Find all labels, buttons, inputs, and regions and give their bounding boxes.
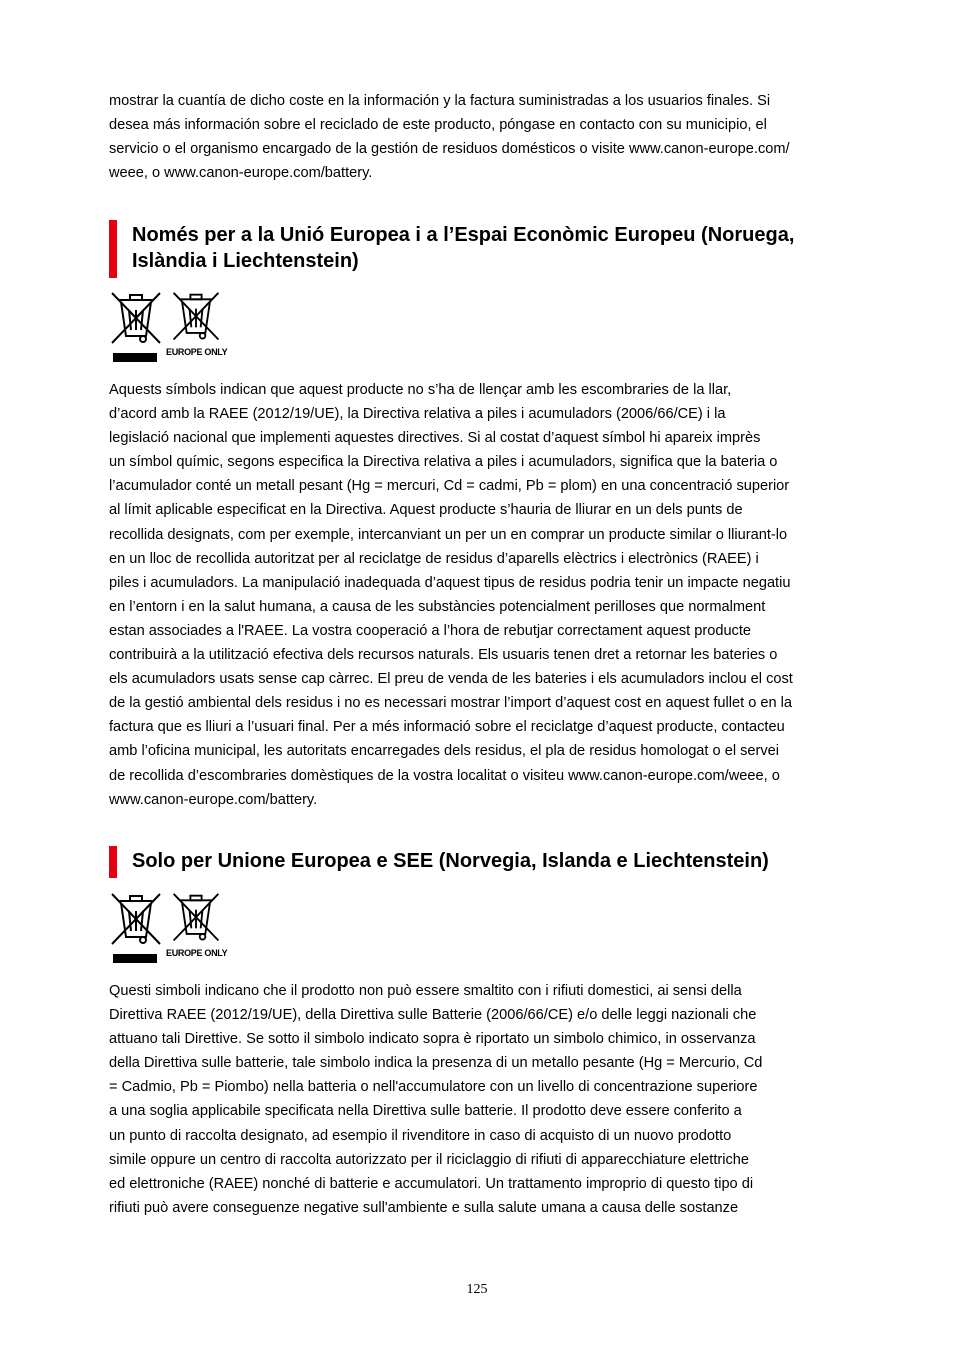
text-line: attuano tali Direttive. Se sotto il simbolo indicato sopra è riportato un simbolo chimico, in osservanza	[109, 1031, 756, 1048]
heading-line: Només per a la Unió Europea i a l’Espai Econòmic Europeu (Noruega,	[132, 224, 795, 246]
text-line: rifiuti può avere conseguenze negative sull'ambiente e sulla salute umana a causa delle sostanze	[109, 1199, 739, 1216]
text-line: Direttiva RAEE (2012/19/UE), della Direttiva sulle Batterie (2006/66/CE) e/o delle leggi nazionali che	[109, 1007, 757, 1024]
text-line: = Cadmio, Pb = Piombo) nella batteria o nell'accumulatore con un livello di concentrazione superiore	[109, 1079, 758, 1096]
text-line: www.canon-europe.com/battery.	[109, 791, 318, 808]
text-line: un punto di raccolta designato, ad esempio il rivenditore in caso di acquisto di un nuovo prodotto	[109, 1127, 732, 1144]
heading-text	[132, 222, 794, 274]
europe-only-label: EUROPE ONLY	[166, 347, 228, 357]
text-line: piles i acumuladors. La manipulació inadequada d’aquest tipus de residus podria tenir un impacte negatiu	[109, 574, 791, 591]
heading-line: Solo per Unione Europea e SEE (Norvegia, Islanda e Liechtenstein)	[132, 850, 769, 872]
weee-symbols	[109, 290, 229, 366]
text-line: un símbol químic, segons especifica la Directiva relativa a piles i acumuladors, significa que la bateria o	[109, 454, 778, 471]
text-line: estan associades a l'RAEE. La vostra cooperació a l’hora de rebutjar correctament aquest producte	[109, 622, 752, 639]
crossed-out-wheelie-bin-icon	[109, 891, 163, 951]
text-line: contribuirà a la utilització efectiva dels recursos naturals. Els usuaris tenen dret a retornar les bateries o	[109, 647, 778, 664]
intro-paragraph	[109, 89, 869, 185]
body-paragraph-italian	[109, 979, 869, 1220]
text-line: d’acord amb la RAEE (2012/19/UE), la Directiva relativa a piles i acumuladors (2006/66/CE) i la	[109, 406, 726, 423]
text-line: l’acumulador conté un metall pesant (Hg = mercuri, Cd = cadmi, Pb = plom) en una concentració superior	[109, 478, 790, 495]
text-line: en un lloc de recollida autoritzat per al reciclatge de residus d’aparells elèctrics i electrònics (RAEE) i	[109, 550, 759, 567]
symbol-black-bar	[113, 954, 157, 963]
text-line: ed elettroniche (RAEE) nonché di batterie e accumulatori. Un trattamento improprio di questo tipo di	[109, 1175, 754, 1192]
symbol-black-bar	[113, 353, 157, 362]
weee-symbols	[109, 891, 229, 967]
crossed-out-wheelie-bin-icon	[109, 290, 163, 350]
text-line: Questi simboli indicano che il prodotto non può essere smaltito con i rifiuti domestici, ai sensi della	[109, 983, 742, 999]
text-line: al límit aplicable especificat en la Directiva. Aquest producte s’hauria de lliurar en un dels punts de	[109, 502, 743, 519]
crossed-out-wheelie-bin-icon	[166, 290, 226, 346]
text-line: de recollida d’escombraries domèstiques de la vostra localitat o visiteu www.canon-europe.com/weee, o	[109, 767, 780, 784]
text-line: en l’entorn i en la salut humana, a causa de les substàncies potencialment perilloses que normalment	[109, 598, 766, 615]
text-line: della Direttiva sulle batterie, tale simbolo indica la presenza di un metallo pesante (Hg = Mercurio, Cd	[109, 1055, 763, 1072]
text-line: factura que es lliuri a l’usuari final. Per a més informació sobre el reciclatge d’aquest producte, contacteu	[109, 719, 785, 736]
crossed-out-wheelie-bin-icon	[166, 891, 226, 947]
text-line: servicio o el organismo encargado de la gestión de residuos domésticos o visite www.canon-europe.com/	[109, 141, 790, 158]
text-line: mostrar la cuantía de dicho coste en la información y la factura suministradas a los usuarios finales. Si	[109, 93, 771, 109]
heading-accent-bar	[109, 220, 117, 278]
text-line: els acumuladors usats sense cap càrrec. El preu de venda de les bateries i els acumuladors inclou el cost	[109, 671, 793, 688]
text-line: de la gestió ambiental dels residus i no es necessari mostrar l’import d’aquest cost en aquest fullet o en la	[109, 695, 793, 712]
text-line: desea más información sobre el reciclado de este producto, póngase en contacto con su municipio, el	[109, 117, 767, 134]
text-line: a una soglia applicabile specificata nella Direttiva sulle batterie. Il prodotto deve essere conferito a	[109, 1103, 742, 1120]
text-line: amb l’oficina municipal, les autoritats encarregades dels residus, el pla de residus homologat o el servei	[109, 743, 780, 760]
text-line: Aquests símbols indican que aquest producte no s’ha de llençar amb les escombraries de la llar,	[109, 382, 732, 398]
section-heading-catalan	[109, 220, 869, 278]
heading-accent-bar	[109, 846, 117, 878]
heading-line: Islàndia i Liechtenstein)	[132, 250, 359, 272]
text-line: weee, o www.canon-europe.com/battery.	[109, 165, 373, 182]
heading-text	[132, 848, 769, 874]
europe-only-label: EUROPE ONLY	[166, 948, 228, 958]
text-line: legislació nacional que implementi aquestes directives. Si al costat d’aquest símbol hi apareix imprès	[109, 430, 761, 447]
section-heading-italian	[109, 846, 869, 878]
body-paragraph-catalan	[109, 378, 869, 812]
page-number: 125	[466, 1282, 488, 1297]
text-line: recollida designats, com per exemple, intercanviant un per un en comprar un producte similar o lliurant-lo	[109, 526, 788, 543]
text-line: simile oppure un centro di raccolta autorizzato per il riciclaggio di rifiuti di apparecchiature elettriche	[109, 1151, 750, 1168]
